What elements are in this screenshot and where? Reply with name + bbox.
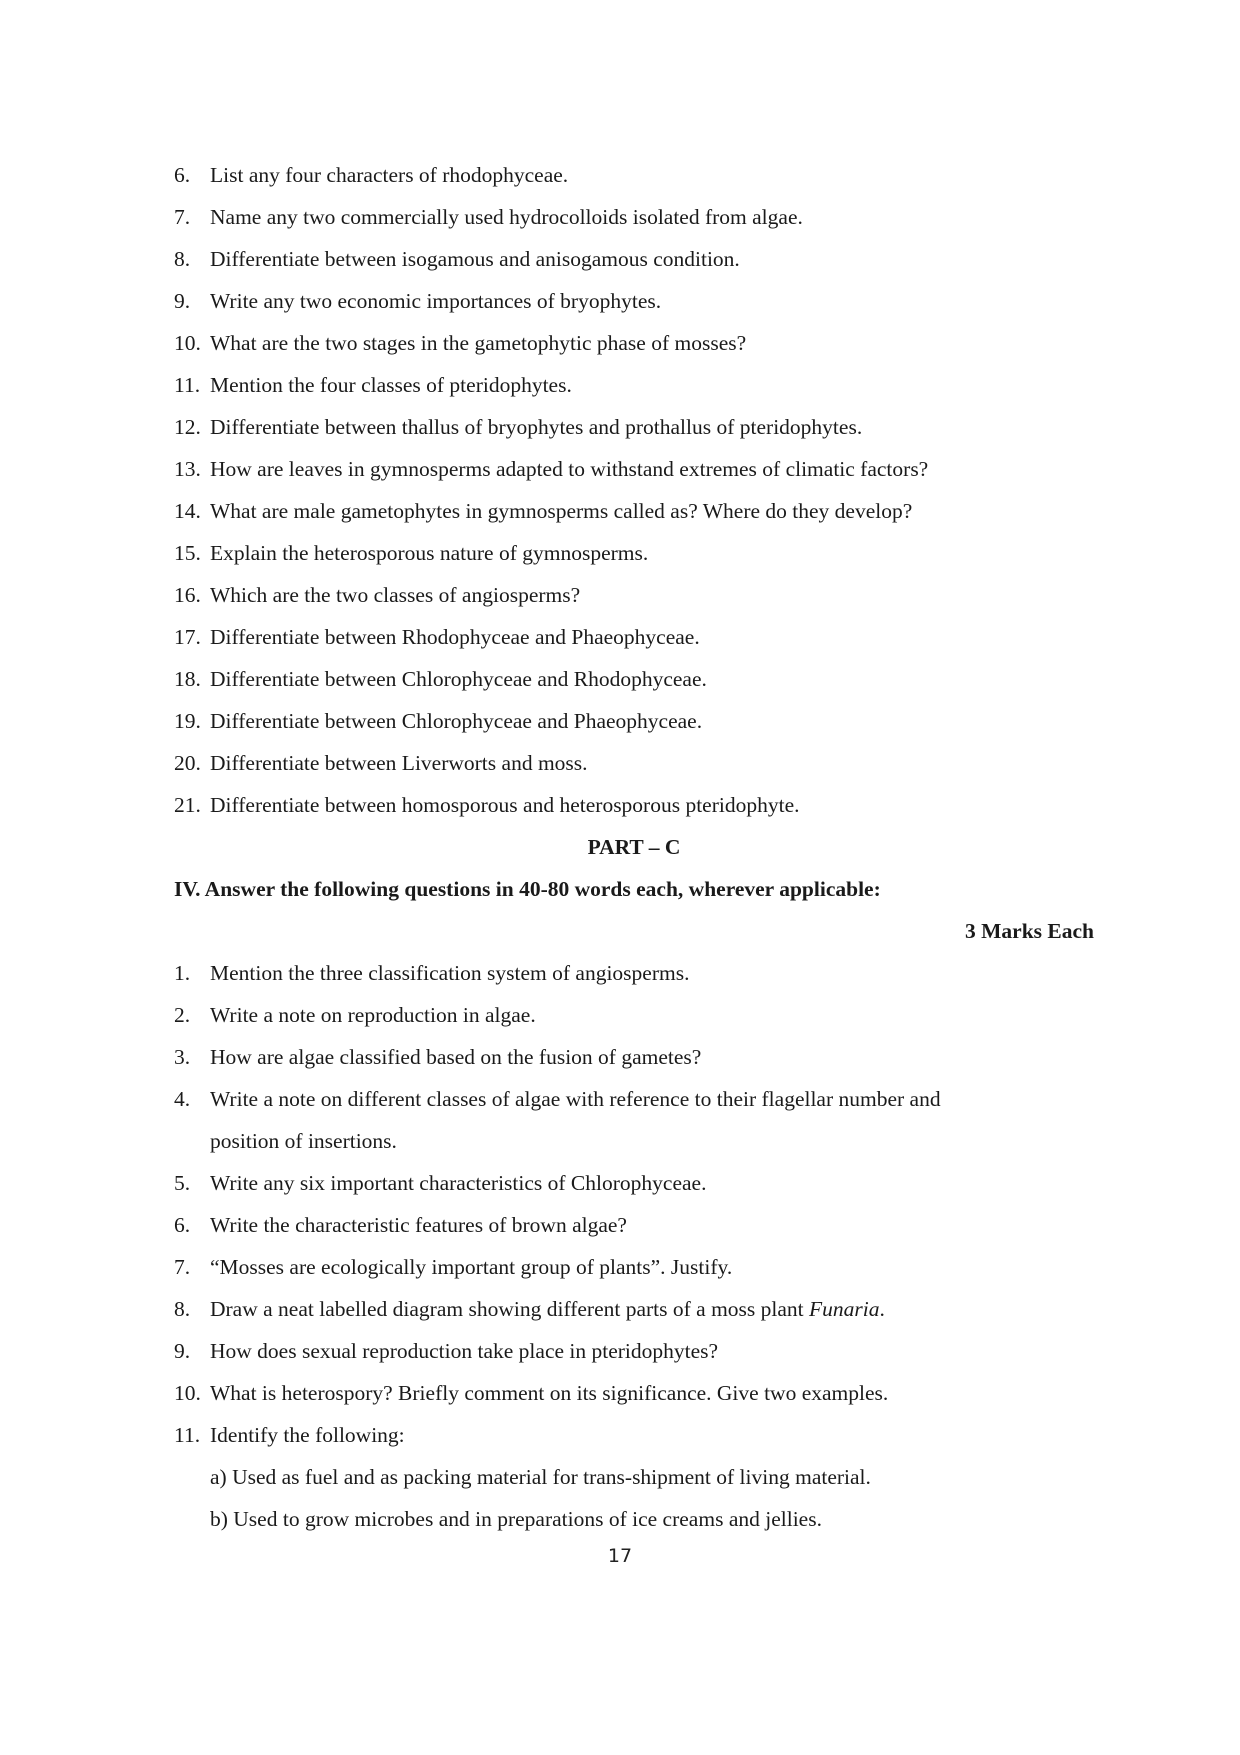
list-item [174, 574, 1094, 616]
question-number: 20. [174, 751, 201, 775]
question-number: 18. [174, 667, 201, 691]
question-text: What are male gametophytes in gymnosperms called as? Where do they develop? [210, 499, 913, 523]
question-number: 10. [174, 1381, 201, 1405]
question-number: 16. [174, 583, 201, 607]
question-number: 6. [174, 1213, 191, 1237]
sub-item: a) Used as fuel and as packing material for trans-shipment of living material. [210, 1465, 871, 1489]
list-item [174, 406, 1094, 448]
question-number: 5. [174, 1171, 191, 1195]
list-item [174, 616, 1094, 658]
question-text: Differentiate between Rhodophyceae and Phaeophyceae. [210, 625, 700, 649]
list-item [174, 322, 1094, 364]
question-text: What is heterospory? Briefly comment on its significance. Give two examples. [210, 1381, 889, 1405]
question-text: Differentiate between homosporous and heterosporous pteridophyte. [210, 793, 800, 817]
list-item [174, 1036, 1094, 1078]
question-text: How are leaves in gymnosperms adapted to withstand extremes of climatic factors? [210, 457, 929, 481]
question-text-main: Draw a neat labelled diagram showing different parts of a moss plant [210, 1297, 810, 1321]
question-number: 8. [174, 1297, 191, 1321]
question-text: Write the characteristic features of brown algae? [210, 1213, 627, 1237]
list-item [174, 1078, 1094, 1120]
question-text: Write any six important characteristics of Chlorophyceae. [210, 1171, 707, 1195]
part-b-question-list [174, 154, 1094, 1540]
list-item [174, 280, 1094, 322]
question-text: How are algae classified based on the fusion of gametes? [210, 1045, 702, 1069]
question-text: Write a note on different classes of algae with reference to their flagellar number and [210, 1087, 941, 1111]
question-text: Differentiate between isogamous and anisogamous condition. [210, 247, 740, 271]
list-item [174, 196, 1094, 238]
question-text-end: . [879, 1297, 885, 1321]
species-name: Funaria [809, 1297, 880, 1321]
question-text: How does sexual reproduction take place in pteridophytes? [210, 1339, 719, 1363]
question-text [210, 1288, 885, 1330]
question-number: 17. [174, 625, 201, 649]
question-number: 7. [174, 1255, 191, 1279]
question-continuation: position of insertions. [210, 1129, 397, 1153]
question-text: “Mosses are ecologically important group of plants”. Justify. [210, 1255, 733, 1279]
question-text: Mention the three classification system of angiosperms. [210, 961, 690, 985]
question-number: 14. [174, 499, 201, 523]
list-item [174, 658, 1094, 700]
question-text: Differentiate between Chlorophyceae and Phaeophyceae. [210, 709, 703, 733]
question-number: 6. [174, 163, 191, 187]
list-item [174, 742, 1094, 784]
list-item [174, 532, 1094, 574]
question-text: Explain the heterosporous nature of gymnosperms. [210, 541, 649, 565]
list-item [174, 784, 1094, 826]
question-number: 11. [174, 1423, 201, 1447]
question-text: Which are the two classes of angiosperms? [210, 583, 581, 607]
question-number: 9. [174, 289, 191, 313]
list-item [174, 1246, 1094, 1288]
list-item [174, 700, 1094, 742]
list-item [174, 1288, 1094, 1330]
question-number: 11. [174, 373, 201, 397]
question-number: 19. [174, 709, 201, 733]
part-c-heading: PART – C [587, 835, 681, 859]
list-item [174, 1330, 1094, 1372]
list-item [174, 1372, 1094, 1414]
question-text: Write any two economic importances of bryophytes. [210, 289, 662, 313]
list-item [174, 952, 1094, 994]
question-text: Differentiate between Liverworts and moss. [210, 751, 588, 775]
question-text: Write a note on reproduction in algae. [210, 1003, 536, 1027]
question-number: 3. [174, 1045, 191, 1069]
section-instruction: IV. Answer the following questions in 40-80 words each, wherever applicable: [174, 877, 881, 901]
question-number: 21. [174, 793, 201, 817]
list-item [174, 154, 1094, 196]
question-text: Differentiate between Chlorophyceae and Rhodophyceae. [210, 667, 707, 691]
question-number: 2. [174, 1003, 191, 1027]
list-item [174, 1204, 1094, 1246]
list-item [174, 994, 1094, 1036]
list-item [174, 1414, 1094, 1456]
question-number: 1. [174, 961, 191, 985]
marks-label: 3 Marks Each [965, 919, 1094, 943]
question-text: Identify the following: [210, 1423, 405, 1447]
list-item [174, 1162, 1094, 1204]
list-item [174, 448, 1094, 490]
page-number: 17 [607, 1545, 633, 1567]
question-text: List any four characters of rhodophyceae. [210, 163, 569, 187]
question-text: What are the two stages in the gametophytic phase of mosses? [210, 331, 747, 355]
list-item [174, 364, 1094, 406]
question-number: 7. [174, 205, 191, 229]
question-text: Mention the four classes of pteridophytes. [210, 373, 572, 397]
question-number: 9. [174, 1339, 191, 1363]
question-number: 4. [174, 1087, 191, 1111]
question-text: Name any two commercially used hydrocolloids isolated from algae. [210, 205, 803, 229]
question-number: 13. [174, 457, 201, 481]
question-number: 8. [174, 247, 191, 271]
list-item [174, 490, 1094, 532]
question-text: Differentiate between thallus of bryophytes and prothallus of pteridophytes. [210, 415, 863, 439]
question-number: 12. [174, 415, 201, 439]
question-number: 10. [174, 331, 201, 355]
sub-item: b) Used to grow microbes and in preparations of ice creams and jellies. [210, 1507, 822, 1531]
list-item [174, 238, 1094, 280]
question-number: 15. [174, 541, 201, 565]
